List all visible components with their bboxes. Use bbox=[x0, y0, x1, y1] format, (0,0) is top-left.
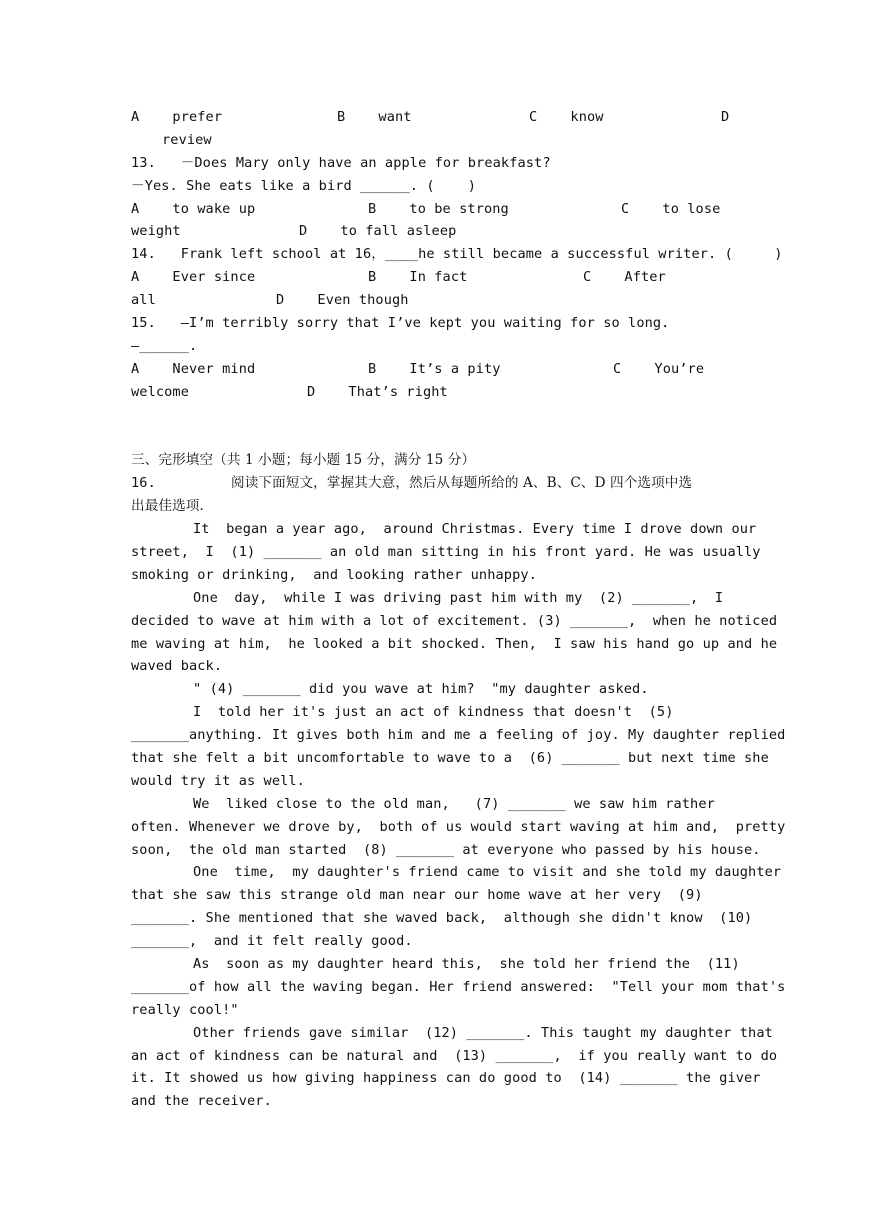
q13-option-c-text: weight bbox=[131, 223, 181, 240]
passage-line: We liked close to the old man, (7) _______ we saw him rather bbox=[193, 795, 715, 812]
q15-option-a: A Never mind bbox=[131, 360, 256, 377]
q13-option-c: C to lose bbox=[621, 200, 721, 217]
q12-option-d: D bbox=[721, 109, 730, 125]
q13-option-a: A to wake up bbox=[131, 200, 256, 217]
q14-option-c: C After bbox=[583, 269, 666, 286]
q12-option-d-text: review bbox=[162, 131, 212, 148]
passage-line: _______of how all the waving began. Her friend answered: "Tell your mom that's bbox=[131, 978, 786, 995]
q14-option-c-text: all bbox=[131, 292, 156, 309]
passage-line: I told her it's just an act of kindness that doesn't (5) bbox=[193, 704, 674, 721]
passage-line: me waving at him, he looked a bit shocked. Then, I saw his hand go up and he bbox=[131, 635, 778, 652]
passage-line: One time, my daughter's friend came to visit and she told my daughter bbox=[193, 864, 782, 881]
q15-answer-stem: —______. bbox=[131, 337, 198, 354]
q12-option-a: A prefer bbox=[131, 109, 223, 125]
passage-line: _______, and it felt really good. bbox=[131, 933, 413, 950]
passage-line: decided to wave at him with a lot of excitement. (3) _______, when he noticed bbox=[131, 612, 778, 629]
q13-option-d: D to fall asleep bbox=[299, 223, 457, 240]
q14-stem: 14. Frank left school at 16，____he still became a successful writer. ( ) bbox=[131, 246, 783, 263]
passage-line: It began a year ago, around Christmas. Every time I drove down our bbox=[193, 521, 757, 538]
q13-option-b: B to be strong bbox=[368, 200, 509, 217]
q14-options-row-2 bbox=[131, 289, 741, 312]
passage-line: that she saw this strange old man near our home wave at her very (9) bbox=[131, 887, 703, 904]
q14-option-a: A Ever since bbox=[131, 269, 256, 286]
passage-line: would try it as well. bbox=[131, 772, 305, 789]
passage-line: and the receiver. bbox=[131, 1093, 272, 1110]
passage-line: As soon as my daughter heard this, she told her friend the (11) bbox=[193, 955, 740, 972]
passage-line: waved back. bbox=[131, 658, 223, 675]
passage-line: soon, the old man started (8) _______ at everyone who passed by his house. bbox=[131, 841, 761, 858]
passage-line: One day, while I was driving past him with my (2) _______, I bbox=[193, 589, 724, 606]
passage-line: _______. She mentioned that she waved back, although she didn't know (10) bbox=[131, 910, 753, 927]
q15-options-row bbox=[131, 358, 741, 381]
q16-instruction-cont: 出最佳选项. bbox=[131, 498, 204, 515]
passage-line: smoking or drinking, and looking rather unhappy. bbox=[131, 566, 537, 583]
q13-answer-stem: －Yes. She eats like a bird ______. ( ) bbox=[131, 177, 477, 194]
exam-page bbox=[131, 106, 786, 1113]
section-heading: 三、完形填空（共 1 小题；每小题 15 分，满分 15 分） bbox=[131, 452, 476, 469]
q14-option-b: B In fact bbox=[368, 269, 468, 286]
q16-instruction-row bbox=[131, 472, 741, 495]
cloze-passage bbox=[131, 518, 786, 1113]
passage-line: Other friends gave similar (12) _______. This taught my daughter that bbox=[193, 1024, 773, 1041]
section-spacer bbox=[131, 404, 741, 450]
passage-line: _______anything. It gives both him and me a feeling of joy. My daughter replied bbox=[131, 727, 786, 744]
q15-option-c-text: welcome bbox=[131, 383, 189, 400]
q12-option-b: B want bbox=[337, 109, 412, 125]
q12-option-c: C know bbox=[529, 109, 604, 125]
q13-options-row bbox=[131, 198, 741, 221]
passage-line: it. It showed us how giving happiness can do good to (14) _______ the giver bbox=[131, 1070, 761, 1087]
q16-instruction: 阅读下面短文，掌握其大意，然后从每题所给的 A、B、C、D 四个选项中选 bbox=[231, 475, 693, 492]
passage-line: that she felt a bit uncomfortable to wave to a (6) _______ but next time she bbox=[131, 749, 769, 766]
q15-options-row-2 bbox=[131, 381, 741, 404]
passage-line: " (4) _______ did you wave at him? "my daughter asked. bbox=[193, 681, 649, 698]
q13-options-row-2 bbox=[131, 220, 741, 243]
passage-line: an act of kindness can be natural and (13) _______, if you really want to do bbox=[131, 1047, 778, 1064]
q15-stem: 15. —I’m terribly sorry that I’ve kept you waiting for so long. bbox=[131, 315, 670, 332]
q14-option-d: D Even though bbox=[276, 292, 409, 309]
q15-option-d: D That’s right bbox=[307, 383, 448, 400]
passage-line: really cool!" bbox=[131, 1001, 239, 1018]
passage-line: often. Whenever we drove by, both of us would start waving at him and, pretty bbox=[131, 818, 786, 835]
q12-options-row bbox=[131, 106, 741, 129]
passage-line: street, I (1) _______ an old man sitting in his front yard. He was usually bbox=[131, 543, 761, 560]
q13-stem: 13. －Does Mary only have an apple for breakfast? bbox=[131, 154, 551, 171]
q14-options-row bbox=[131, 266, 741, 289]
q15-option-b: B It’s a pity bbox=[368, 360, 501, 377]
q16-number: 16. bbox=[131, 475, 156, 492]
q15-option-c: C You’re bbox=[613, 360, 705, 377]
